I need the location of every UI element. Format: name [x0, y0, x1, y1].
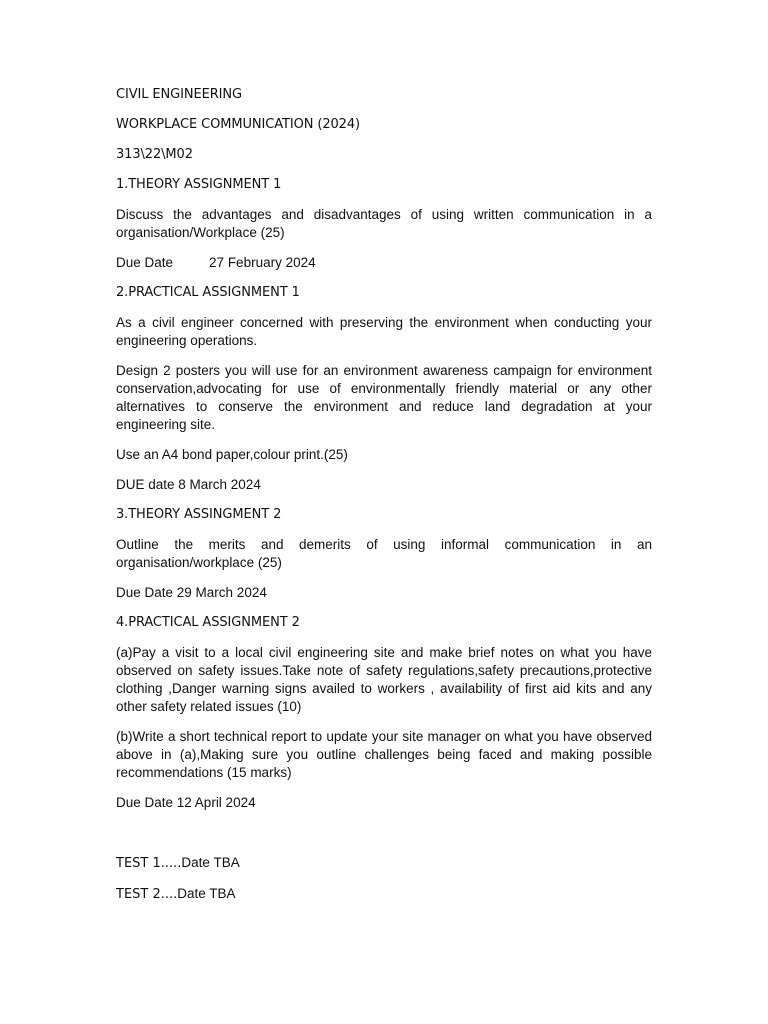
assignment-paragraph: (a)Pay a visit to a local civil engineering site and make brief notes on what you have observed on safety issues.Take note of safety regulations,safety precautions,protective clothing ,Danger warning signs availed to workers , availability of first aid kits and any other safety related issues (10)	[116, 645, 652, 714]
assignment-paragraph: Outline the merits and demerits of using informal communication in an organisation/workplace (25)	[116, 537, 652, 570]
assignment-section-1	[116, 176, 652, 272]
due-date-line: DUE date 8 March 2024	[116, 477, 261, 492]
assignment-section-3	[116, 506, 652, 602]
department-heading: CIVIL ENGINEERING	[116, 87, 242, 102]
assignment-paragraph: Discuss the advantages and disadvantages of using written communication in a organisation/Workplace (25)	[116, 207, 652, 240]
test-label: TEST 2....	[116, 887, 178, 902]
due-date-line: Due Date 12 April 2024	[116, 795, 256, 810]
due-date-value: 27 February 2024	[209, 255, 316, 270]
test-label: TEST 1.....	[116, 856, 182, 871]
assignment-paragraph: Design 2 posters you will use for an environment awareness campaign for environment conservation,advocating for use of environmentally friendly material or any other alternatives to conserve the environment and reduce land degradation at your engineering site.	[116, 363, 652, 432]
due-date-line	[116, 254, 652, 272]
test-line-1	[116, 854, 652, 873]
test-date: Date TBA	[181, 855, 240, 870]
assignment-title: 1.THEORY ASSIGNMENT 1	[116, 177, 282, 192]
section-spacer	[116, 824, 652, 854]
assignment-title: 3.THEORY ASSINGMENT 2	[116, 507, 282, 522]
assignment-title: 2.PRACTICAL ASSIGNMENT 1	[116, 285, 300, 300]
due-date-label: Due Date	[116, 255, 174, 270]
test-date: Date TBA	[177, 886, 236, 901]
assignment-paragraph: Use an A4 bond paper,colour print.(25)	[116, 447, 348, 462]
due-date-line: Due Date 29 March 2024	[116, 585, 267, 600]
course-code: 313\22\M02	[116, 147, 193, 162]
assignment-paragraph: (b)Write a short technical report to update your site manager on what you have observed above in (a),Making sure you outline challenges being faced and making possible recommendations (15 marks)	[116, 729, 652, 780]
assignment-paragraph: As a civil engineer concerned with preserving the environment when conducting your engineering operations.	[116, 315, 652, 348]
document-page	[116, 86, 652, 916]
assignment-section-4	[116, 614, 652, 812]
course-title: WORKPLACE COMMUNICATION (2024)	[116, 117, 360, 132]
assignment-section-2	[116, 284, 652, 494]
assignment-title: 4.PRACTICAL ASSIGNMENT 2	[116, 615, 300, 630]
test-line-2	[116, 885, 652, 904]
